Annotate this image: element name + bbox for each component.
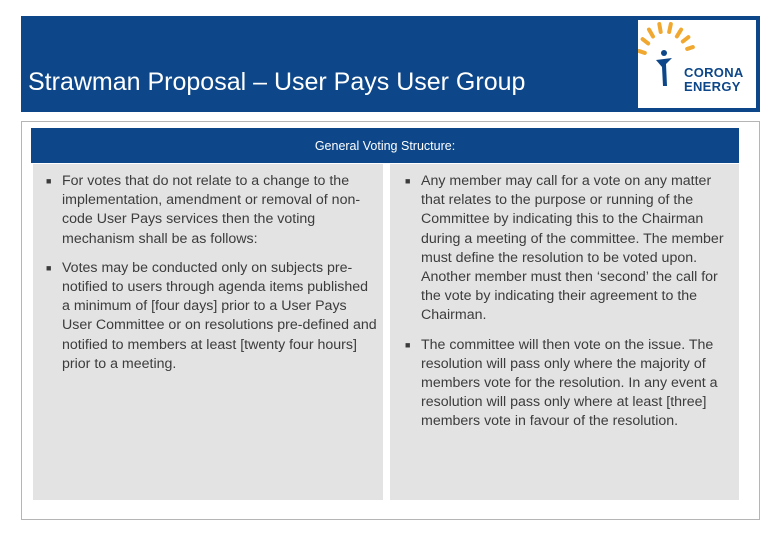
sunburst-figure-logo-icon: [638, 20, 756, 108]
bullet-text: For votes that do not relate to a change to the implementation, amendment or removal of non-code User Pays services then the voting mechanism shall be as follows:: [62, 173, 361, 247]
list-item: [45, 172, 377, 249]
bullet-text: Any member may call for a vote on any matter that relates to the purpose or running of the Committee by indicating this to the Chairman during a meeting of the committee. The member must define the resolution to be voted upon. Another member must then ‘second’ the call for the vote by indicating their agreement to the Chairman.: [421, 173, 724, 324]
right-column: [390, 164, 739, 500]
bullet-square-icon: ■: [46, 176, 52, 186]
slide-title: Strawman Proposal – User Pays User Group: [28, 68, 526, 96]
bullet-text: Votes may be conducted only on subjects pre-notified to users through agenda items published a minimum of [four days] prior to a User Pays User Committee or on resolutions pre-defined and notified to members at least [twenty four hours] prior to a meeting.: [62, 259, 377, 372]
logo-wordmark: [684, 66, 744, 94]
bullet-square-icon: ■: [46, 262, 52, 273]
logo-line-1: CORONA: [684, 65, 744, 80]
bullet-square-icon: ■: [405, 176, 411, 186]
bullet-square-icon: ■: [405, 339, 411, 350]
section-title: General Voting Structure:: [314, 138, 456, 153]
left-column: [33, 164, 383, 500]
bullet-text: The committee will then vote on the issue. The resolution will pass only where the majority of members vote for the resolution. In any event a resolution will pass only where at least [three] members vote in favour of the resolution.: [421, 336, 718, 430]
corona-energy-logo: [638, 20, 756, 108]
list-item: [45, 259, 377, 374]
section-title-bar: [31, 128, 739, 163]
logo-line-2: ENERGY: [684, 79, 741, 94]
list-item: [404, 336, 733, 432]
list-item: [404, 172, 733, 326]
